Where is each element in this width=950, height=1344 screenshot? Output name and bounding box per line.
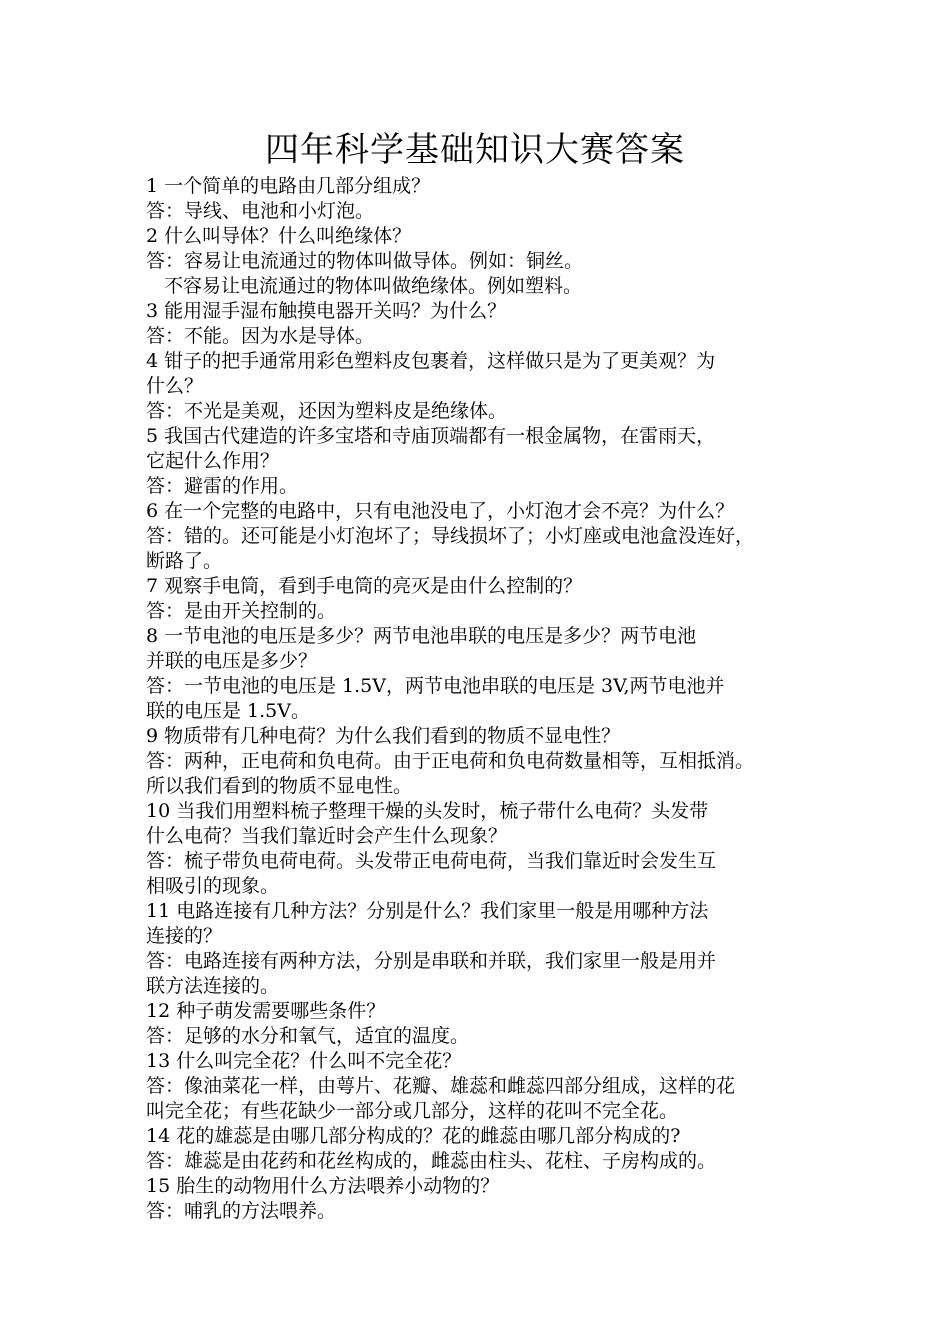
question-4-continued: 什么？ [146,375,204,397]
question-5-continued: 它起什么作用？ [146,450,280,472]
answer-13-continued: 叫完全花；有些花缺少一部分或几部分，这样的花叫不完全花。 [146,1100,679,1122]
answer-9-continued: 所以我们看到的物质不显电性。 [146,775,413,797]
question-11-continued: 连接的？ [146,925,223,947]
answer-6: 答：错的。还可能是小灯泡坏了；导线损坏了；小灯座或电池盒没连好， [146,525,755,547]
answer-1: 答：导线、电池和小灯泡。 [146,200,375,222]
question-10: 10 当我们用塑料梳子整理干燥的头发时，梳子带什么电荷？头发带 [146,800,709,822]
question-3: 3 能用湿手湿布触摸电器开关吗？为什么？ [146,300,507,322]
answer-11-continued: 联方法连接的。 [146,975,280,997]
answer-10: 答：梳子带负电荷电荷。头发带正电荷电荷，当我们靠近时会发生互 [146,850,717,872]
answer-5: 答：避雷的作用。 [146,475,299,497]
answer-4: 答：不光是美观，还因为塑料皮是绝缘体。 [146,400,508,422]
document-body [146,174,836,1224]
answer-12: 答：足够的水分和氧气，适宜的温度。 [146,1025,470,1047]
answer-7: 答：是由开关控制的。 [146,600,337,622]
answer-15: 答：哺乳的方法喂养。 [146,1200,337,1222]
answer-3: 答：不能。因为水是导体。 [146,325,375,347]
answer-9: 答：两种，正电荷和负电荷。由于正电荷和负电荷数量相等，互相抵消。 [146,750,755,772]
answer-8-continued: 联的电压是 1.5V。 [146,700,310,722]
question-14: 14 花的雄蕊是由哪几部分构成的？花的雌蕊由哪几部分构成的? [146,1125,681,1147]
question-6: 6 在一个完整的电路中，只有电池没电了，小灯泡才会不亮？为什么？ [146,500,735,522]
question-8-continued: 并联的电压是多少？ [146,650,318,672]
answer-8: 答：一节电池的电压是 1.5V，两节电池串联的电压是 3V,两节电池并 [146,675,725,697]
question-15: 15 胎生的动物用什么方法喂养小动物的？ [146,1175,500,1197]
question-1: 1 一个简单的电路由几部分组成？ [146,175,431,197]
question-8: 8 一节电池的电压是多少？两节电池串联的电压是多少？两节电池 [146,625,697,647]
answer-14: 答：雄蕊是由花药和花丝构成的，雌蕊由柱头、花柱、子房构成的。 [146,1150,717,1172]
question-12: 12 种子萌发需要哪些条件？ [146,1000,386,1022]
answer-6-continued: 断路了。 [146,550,223,572]
question-9: 9 物质带有几种电荷？为什么我们看到的物质不显电性？ [146,725,621,747]
question-13: 13 什么叫完全花？什么叫不完全花？ [146,1050,462,1072]
question-5: 5 我国古代建造的许多宝塔和寺庙顶端都有一根金属物，在雷雨天， [146,425,716,447]
answer-2: 答：容易让电流通过的物体叫做导体。例如：铜丝。 [146,250,584,272]
answer-10-continued: 相吸引的现象。 [146,875,280,897]
document-title: 四年科学基础知识大赛答案 [265,130,685,170]
question-10-continued: 什么电荷？当我们靠近时会产生什么现象？ [146,825,508,847]
answer-11: 答：电路连接有两种方法，分别是串联和并联，我们家里一般是用并 [146,950,717,972]
question-7: 7 观察手电筒，看到手电筒的亮灭是由什么控制的？ [146,575,583,597]
answer-13: 答：像油菜花一样，由萼片、花瓣、雄蕊和雌蕊四部分组成，这样的花 [146,1075,736,1097]
question-2: 2 什么叫导体？什么叫绝缘体？ [146,225,412,247]
question-4: 4 钳子的把手通常用彩色塑料皮包裹着，这样做只是为了更美观？为 [146,350,716,372]
question-11: 11 电路连接有几种方法？分别是什么？我们家里一般是用哪种方法 [146,900,709,922]
answer-2-continued: 不容易让电流通过的物体叫做绝缘体。例如塑料。 [164,275,583,297]
